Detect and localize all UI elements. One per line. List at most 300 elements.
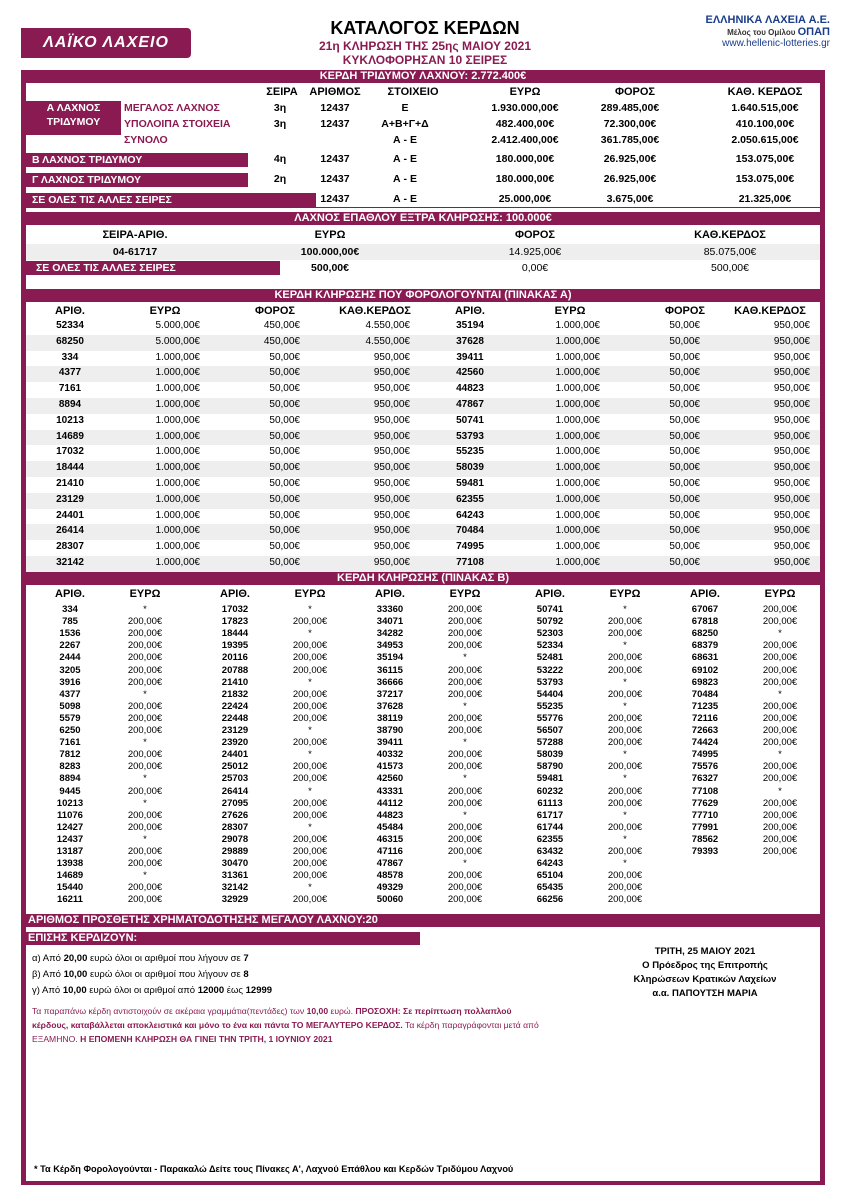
pinakas-b-number: 58039 xyxy=(536,749,564,761)
pinakas-b-number: 52334 xyxy=(536,640,564,652)
pinakas-b-amount: * xyxy=(623,858,627,870)
member-text: Μέλος του Ομίλου xyxy=(727,28,796,37)
tridymou-kerdos: 153.075,00€ xyxy=(735,173,795,185)
pinakas-a-cell: 950,00€ xyxy=(373,351,410,363)
pinakas-b-number: 64243 xyxy=(536,858,564,870)
pinakas-b-amount: 200,00€ xyxy=(127,821,163,833)
pinakas-a-cell: 50,00€ xyxy=(669,557,700,568)
left-border xyxy=(21,70,26,1183)
pinakas-a-cell: 950,00€ xyxy=(373,367,410,379)
pinakas-b-number: 36666 xyxy=(376,676,404,688)
pinakas-b-amount: 200,00€ xyxy=(607,846,643,857)
pinakas-a-cell: 1.000,00€ xyxy=(155,383,200,395)
pinakas-b-number: 77991 xyxy=(691,821,719,833)
pinakas-b-number: 2444 xyxy=(59,652,81,664)
pinakas-a-cell: 1.000,00€ xyxy=(155,446,200,458)
pinakas-a-cell: 950,00€ xyxy=(773,446,810,458)
pinakas-b-amount: 200,00€ xyxy=(127,761,163,773)
pinakas-a-cell: 50,00€ xyxy=(669,383,700,395)
pinakas-b-amount: 200,00€ xyxy=(292,712,328,724)
pinakas-b-amount: 200,00€ xyxy=(762,700,798,712)
page-title xyxy=(250,18,600,67)
pinakas-b-amount: * xyxy=(143,737,147,749)
pinakas-a-cell: 74995 xyxy=(456,541,484,553)
pinakas-a-cell: 1.000,00€ xyxy=(555,320,600,331)
pinakas-a-cell: 62355 xyxy=(456,493,484,505)
pinakas-b-amount: 200,00€ xyxy=(292,616,328,628)
sign-date: ΤΡΙΤΗ, 25 ΜΑΙΟΥ 2021 xyxy=(654,946,756,957)
tridymou-euro: 25.000,00€ xyxy=(498,193,552,205)
pinakas-a-cell: 950,00€ xyxy=(373,462,410,474)
pinakas-b-number: 21410 xyxy=(221,676,249,688)
pinakas-b-amount: 200,00€ xyxy=(127,809,163,821)
pinakas-b-number: 65435 xyxy=(536,882,564,894)
pinakas-a-cell: 50741 xyxy=(456,414,484,426)
pinakas-b-number: 25012 xyxy=(221,761,249,773)
logo-text: ΛΑΪΚΟ ΛΑΧΕΙΟ xyxy=(43,34,169,51)
a-lachnos-label: Α ΛΑΧΝΟΣ xyxy=(46,102,101,114)
pinakas-b-number: 24401 xyxy=(221,749,249,761)
epathlou-header: ΣΕΙΡΑ-ΑΡΙΘ. xyxy=(102,229,168,241)
note-2-text: Τα κέρδη παραγράφονται μετά από xyxy=(402,1020,539,1030)
epathlou-others-euro: 500,00€ xyxy=(311,262,349,274)
pinakas-a-cell: 39411 xyxy=(456,351,484,363)
pinakas-b-amount: * xyxy=(623,833,627,845)
rule-a-pre: α) Από xyxy=(32,953,64,964)
pinakas-a-cell: 950,00€ xyxy=(773,478,810,489)
pinakas-b-number: 22424 xyxy=(221,700,249,712)
pinakas-b-number: 6250 xyxy=(59,725,81,736)
pinakas-b-euro-header: ΕΥΡΩ xyxy=(129,588,161,600)
pinakas-a-cell: 1.000,00€ xyxy=(555,383,600,395)
pinakas-b-amount: 200,00€ xyxy=(127,676,163,688)
pinakas-b-amount: 200,00€ xyxy=(762,833,798,845)
pinakas-a-cell: 50,00€ xyxy=(669,462,700,474)
pinakas-b-number: 76327 xyxy=(691,773,719,785)
pinakas-a-cell: 70484 xyxy=(456,525,484,537)
pinakas-b-amount: * xyxy=(143,688,147,700)
pinakas-b-number: 3916 xyxy=(59,676,81,688)
tridymou-bar: ΚΕΡΔΗ ΤΡΙΔΥΜΟΥ ΛΑΧΝΟΥ: 2.772.400€ xyxy=(26,70,820,83)
pinakas-a-cell: 50,00€ xyxy=(669,541,700,553)
pinakas-b-num-header: ΑΡΙΘ. xyxy=(535,588,565,600)
rule-b-end: 8 xyxy=(243,969,249,980)
pinakas-a-cell: 950,00€ xyxy=(773,367,810,379)
pinakas-b-amount: 200,00€ xyxy=(607,652,643,664)
tridymou-header: ΦΟΡΟΣ xyxy=(614,86,656,98)
pinakas-b-number: 31361 xyxy=(221,870,249,882)
pinakas-a-cell: 950,00€ xyxy=(373,541,410,553)
pinakas-b-amount: 200,00€ xyxy=(127,616,163,628)
pinakas-a-cell: 950,00€ xyxy=(773,383,810,395)
pinakas-b-amount: 200,00€ xyxy=(762,640,798,652)
pinakas-a-cell: 50,00€ xyxy=(669,493,700,505)
pinakas-b-amount: 200,00€ xyxy=(447,604,483,615)
rule-c-pre: γ) Από xyxy=(32,985,63,996)
pinakas-a-cell: 1.000,00€ xyxy=(155,462,200,474)
pinakas-b-amount: 200,00€ xyxy=(127,882,163,894)
tridymou-kerdos: 2.050.615,00€ xyxy=(731,134,799,146)
pinakas-a-cell: 50,00€ xyxy=(269,509,300,521)
tridymou-seira: 3η xyxy=(273,118,287,130)
member-of xyxy=(690,26,830,38)
pinakas-a-cell: 950,00€ xyxy=(773,541,810,553)
pinakas-b-number: 40332 xyxy=(376,749,404,761)
pinakas-a-cell: 50,00€ xyxy=(269,525,300,537)
pinakas-b-amount: 200,00€ xyxy=(762,712,798,724)
pinakas-a-cell: 77108 xyxy=(456,557,484,568)
pinakas-b-euro-header: ΕΥΡΩ xyxy=(609,588,641,600)
tridymou-euro: 1.930.000,00€ xyxy=(491,102,559,114)
a-lachnos-box xyxy=(26,101,121,135)
pinakas-a-cell: 950,00€ xyxy=(373,525,410,537)
tridymou-stoixeio: Ε xyxy=(401,102,409,114)
pinakas-b-number: 77629 xyxy=(691,797,719,809)
pinakas-b-number: 32142 xyxy=(221,882,249,894)
pinakas-a-cell: 950,00€ xyxy=(373,446,410,458)
tridymou-label: ΤΡΙΔΥΜΟΥ xyxy=(46,116,101,128)
pinakas-a-cell: 5.000,00€ xyxy=(155,320,200,331)
epathlou-header: ΚΑΘ.ΚΕΡΔΟΣ xyxy=(694,229,766,241)
epathlou-header: ΦΟΡΟΣ xyxy=(514,229,556,241)
pinakas-b-number: 2267 xyxy=(59,640,81,652)
website-url: www.hellenic-lotteries.gr xyxy=(722,38,830,49)
pinakas-b-amount: * xyxy=(463,773,467,785)
pinakas-a-cell: 37628 xyxy=(456,335,484,347)
pinakas-b-number: 17032 xyxy=(221,604,249,615)
pinakas-a-header: ΚΑΘ.ΚΕΡΔΟΣ xyxy=(734,305,806,317)
pinakas-b-amount: 200,00€ xyxy=(607,725,643,736)
pinakas-b-amount: 200,00€ xyxy=(447,870,483,882)
tridymou-euro: 482.400,00€ xyxy=(495,118,555,130)
pinakas-a-cell: 50,00€ xyxy=(669,509,700,521)
pinakas-b-amount: 200,00€ xyxy=(762,846,798,857)
pinakas-b-number: 26414 xyxy=(221,785,249,797)
row-label-box: ΣΕ ΟΛΕΣ ΤΙΣ ΑΛΛΕΣ ΣΕΙΡΕΣ xyxy=(26,193,316,207)
epathlou-others-kerdos: 500,00€ xyxy=(711,262,749,274)
pinakas-b-amount: * xyxy=(308,676,312,688)
pinakas-b-amount: 200,00€ xyxy=(127,846,163,857)
pinakas-b-amount: * xyxy=(463,809,467,821)
pinakas-b-number: 53222 xyxy=(536,664,564,676)
pinakas-b-amount: 200,00€ xyxy=(447,725,483,736)
pinakas-b-amount: 200,00€ xyxy=(292,688,328,700)
pinakas-b-amount: 200,00€ xyxy=(127,785,163,797)
opap-brand: ΟΠΑΠ xyxy=(797,26,830,38)
funding-bar: ΑΡΙΘΜΟΣ ΠΡΟΣΘΕΤΗΣ ΧΡΗΜΑΤΟΔΟΤΗΣΗΣ ΜΕΓΑΛΟΥ ΛΑΧΝΟΥ:20 xyxy=(26,914,820,927)
right-border xyxy=(820,70,825,1183)
epathlou-foros: 14.925,00€ xyxy=(508,246,562,258)
tridymou-arithmos: 12437 xyxy=(320,193,350,205)
pinakas-b-number: 22448 xyxy=(221,712,249,724)
pinakas-b-amount: 200,00€ xyxy=(762,737,798,749)
pinakas-a-cell: 950,00€ xyxy=(773,509,810,521)
pinakas-b-number: 66256 xyxy=(536,894,564,906)
tridymou-foros: 289.485,00€ xyxy=(600,102,660,114)
pinakas-b-amount: 200,00€ xyxy=(607,616,643,628)
pinakas-a-cell: 50,00€ xyxy=(269,541,300,553)
pinakas-b-number: 56507 xyxy=(536,725,564,736)
tridymou-stoixeio: Α - Ε xyxy=(393,193,417,205)
pinakas-b-number: 36115 xyxy=(377,664,403,676)
pinakas-a-header: ΕΥΡΩ xyxy=(554,305,586,317)
tridymou-foros: 72.300,00€ xyxy=(603,118,657,130)
pinakas-b-number: 13187 xyxy=(56,846,84,857)
pinakas-a-cell: 1.000,00€ xyxy=(555,541,600,553)
pinakas-b-number: 77710 xyxy=(691,809,719,821)
note-2-warning: κέρδους, καταβάλλεται αποκλειστικά και μόνο το ένα και πάντα ΤΟ ΜΕΓΑΛΥΤΕΡΟ ΚΕΡΔΟΣ. xyxy=(32,1020,403,1030)
note-1-warning: ΠΡΟΣΟΧΗ: Σε περίπτωση πολλαπλού xyxy=(355,1006,512,1016)
pinakas-a-cell: 44823 xyxy=(456,383,484,395)
bottom-border xyxy=(21,1181,825,1185)
pinakas-b-number: 7812 xyxy=(59,749,81,761)
epathlou-others-label: ΣΕ ΟΛΕΣ ΤΙΣ ΑΛΛΕΣ ΣΕΙΡΕΣ xyxy=(26,261,280,275)
pinakas-b-number: 68379 xyxy=(691,640,719,652)
divider xyxy=(26,207,820,208)
pinakas-a-cell: 1.000,00€ xyxy=(555,493,600,505)
pinakas-b-amount: * xyxy=(623,773,627,785)
pinakas-b-amount: 200,00€ xyxy=(762,797,798,809)
pinakas-a-cell: 35194 xyxy=(456,320,484,331)
tridymou-foros: 3.675,00€ xyxy=(606,193,654,205)
pinakas-a-cell: 26414 xyxy=(56,525,84,537)
pinakas-b-amount: 200,00€ xyxy=(292,773,328,785)
rule-c-to: 12999 xyxy=(245,985,273,996)
pinakas-b-number: 32929 xyxy=(221,894,249,906)
pinakas-b-number: 12437 xyxy=(56,833,84,845)
pinakas-a-cell: 1.000,00€ xyxy=(555,462,600,474)
pinakas-b-number: 29078 xyxy=(221,833,249,845)
note-1-euro: ευρώ. xyxy=(328,1006,356,1016)
tridymou-header: ΑΡΙΘΜΟΣ xyxy=(309,86,361,98)
pinakas-a-cell: 50,00€ xyxy=(669,446,700,458)
pinakas-a-cell: 24401 xyxy=(56,509,84,521)
pinakas-b-bar: ΚΕΡΔΗ ΚΛΗΡΩΣΗΣ (ΠΙΝΑΚΑΣ Β) xyxy=(26,572,820,585)
pinakas-b-amount: 200,00€ xyxy=(447,616,483,628)
tridymou-kerdos: 21.325,00€ xyxy=(738,193,792,205)
pinakas-b-amount: 200,00€ xyxy=(607,761,643,773)
pinakas-b-number: 16211 xyxy=(57,894,83,906)
pinakas-a-cell: 1.000,00€ xyxy=(155,367,200,379)
tridymou-arithmos: 12437 xyxy=(320,173,350,185)
pinakas-b-amount: 200,00€ xyxy=(447,821,483,833)
pinakas-b-number: 21832 xyxy=(221,688,249,700)
pinakas-a-cell: 50,00€ xyxy=(269,367,300,379)
note-line-3 xyxy=(32,1034,333,1044)
pinakas-b-number: 37628 xyxy=(376,700,404,712)
pinakas-a-cell: 52334 xyxy=(56,320,84,331)
pinakas-a-cell: 50,00€ xyxy=(669,320,700,331)
pinakas-b-amount: * xyxy=(143,797,147,809)
rule-c-from: 12000 xyxy=(197,985,225,996)
pinakas-a-cell: 32142 xyxy=(56,557,84,568)
row-label: ΜΕΓΑΛΟΣ ΛΑΧΝΟΣ xyxy=(124,102,220,114)
pinakas-b-number: 28307 xyxy=(221,821,249,833)
laiko-lachio-logo xyxy=(21,28,191,58)
pinakas-a-cell: 4.550,00€ xyxy=(365,335,410,347)
pinakas-b-number: 58790 xyxy=(536,761,564,773)
rule-c-mid: ευρώ όλοι οι αριθμοί από xyxy=(86,985,198,996)
pinakas-a-cell: 950,00€ xyxy=(373,478,410,489)
pinakas-b-number: 20116 xyxy=(222,652,248,664)
pinakas-b-amount: 200,00€ xyxy=(447,688,483,700)
pinakas-a-cell: 950,00€ xyxy=(773,320,810,331)
sign-title-2: Κληρώσεων Κρατικών Λαχείων xyxy=(633,974,777,985)
pinakas-a-cell: 50,00€ xyxy=(669,478,700,489)
tridymou-header: ΚΑΘ. ΚΕΡΔΟΣ xyxy=(727,86,803,98)
pinakas-b-number: 10213 xyxy=(56,797,84,809)
row-label: ΣΥΝΟΛΟ xyxy=(124,134,168,146)
pinakas-b-amount: 200,00€ xyxy=(607,628,643,640)
tridymou-arithmos: 12437 xyxy=(320,102,350,114)
pinakas-b-amount: 200,00€ xyxy=(607,797,643,809)
pinakas-b-number: 48578 xyxy=(376,870,404,882)
pinakas-a-cell: 950,00€ xyxy=(773,430,810,442)
tridymou-seira: 4η xyxy=(273,153,287,165)
pinakas-b-number: 61744 xyxy=(536,821,564,833)
pinakas-b-number: 8894 xyxy=(59,773,81,785)
hellenic-lotteries-logo xyxy=(690,14,830,49)
rule-c-and: έως xyxy=(224,985,246,996)
pinakas-b-number: 74424 xyxy=(691,737,719,749)
pinakas-a-cell: 8894 xyxy=(58,399,82,410)
pinakas-a-cell: 1.000,00€ xyxy=(555,446,600,458)
pinakas-b-amount: * xyxy=(308,785,312,797)
pinakas-b-amount: * xyxy=(623,604,627,615)
pinakas-b-number: 54404 xyxy=(536,688,564,700)
pinakas-b-amount: * xyxy=(308,882,312,894)
series-count: ΚΥΚΛΟΦΟΡΗΣΑΝ 10 ΣΕΙΡΕΣ xyxy=(342,53,508,67)
pinakas-b-number: 8283 xyxy=(59,761,81,773)
tridymou-stoixeio: Α - Ε xyxy=(393,134,417,146)
row-label-box: Γ ΛΑΧΝΟΣ ΤΡΙΔΥΜΟΥ xyxy=(26,173,248,187)
pinakas-a-cell: 950,00€ xyxy=(373,557,410,568)
pinakas-a-cell: 950,00€ xyxy=(373,414,410,426)
pinakas-b-amount: 200,00€ xyxy=(447,664,483,676)
pinakas-b-number: 44112 xyxy=(377,797,403,809)
tridymou-seira: 2η xyxy=(273,173,287,185)
also-win-bar: ΕΠΙΣΗΣ ΚΕΡΔΙΖΟΥΝ: xyxy=(26,932,420,945)
pinakas-b-number: 45484 xyxy=(376,821,404,833)
pinakas-b-amount: * xyxy=(308,725,312,736)
pinakas-b-num-header: ΑΡΙΘ. xyxy=(55,588,85,600)
pinakas-b-number: 38119 xyxy=(377,712,403,724)
pinakas-b-amount: 200,00€ xyxy=(607,737,643,749)
pinakas-b-number: 3205 xyxy=(59,664,81,676)
pinakas-b-amount: 200,00€ xyxy=(127,749,163,761)
pinakas-b-number: 15440 xyxy=(56,882,84,894)
rule-c-amount: 10,00 xyxy=(62,985,87,996)
pinakas-b-number: 52481 xyxy=(536,652,564,664)
pinakas-a-cell: 55235 xyxy=(456,446,484,458)
note-line-1 xyxy=(32,1006,512,1016)
pinakas-a-cell: 950,00€ xyxy=(773,351,810,363)
pinakas-b-number: 23129 xyxy=(221,725,249,736)
pinakas-b-number: 65104 xyxy=(536,870,564,882)
pinakas-b-number: 72116 xyxy=(692,712,718,724)
pinakas-b-number: 55235 xyxy=(536,700,564,712)
tridymou-header: ΣΕΙΡΑ xyxy=(266,86,298,98)
pinakas-b-amount: 200,00€ xyxy=(447,749,483,761)
tridymou-euro: 2.412.400,00€ xyxy=(491,134,559,146)
pinakas-b-amount: 200,00€ xyxy=(607,664,643,676)
bottom-note: * Τα Κέρδη Φορολογούνται - Παρακαλώ Δείτε τους Πίνακες Α', Λαχνού Επάθλου και Κερδών Τριδύμου Λαχνού xyxy=(34,1164,514,1174)
pinakas-b-number: 50060 xyxy=(376,894,404,906)
note-1-text: Τα παραπάνω κέρδη αντιστοιχούν σε ακέραια γραμμάτια(πεντάδες) των xyxy=(32,1006,307,1016)
pinakas-b-amount: * xyxy=(308,749,312,761)
pinakas-a-cell: 1.000,00€ xyxy=(155,525,200,537)
pinakas-a-cell: 21410 xyxy=(56,478,84,489)
pinakas-b-amount: 200,00€ xyxy=(762,821,798,833)
pinakas-b-amount: 200,00€ xyxy=(762,676,798,688)
pinakas-b-number: 34953 xyxy=(376,640,404,652)
pinakas-b-number: 79393 xyxy=(691,846,719,857)
pinakas-a-bar: ΚΕΡΔΗ ΚΛΗΡΩΣΗΣ ΠΟΥ ΦΟΡΟΛΟΓΟΥΝΤΑΙ (ΠΙΝΑΚΑΣ Α) xyxy=(26,289,820,302)
pinakas-a-cell: 42560 xyxy=(456,367,484,379)
pinakas-b-amount: * xyxy=(778,688,782,700)
pinakas-b-amount: 200,00€ xyxy=(292,737,328,749)
tridymou-header: ΕΥΡΩ xyxy=(509,86,541,98)
tridymou-kerdos: 153.075,00€ xyxy=(735,153,795,165)
pinakas-a-cell: 23129 xyxy=(56,493,84,505)
pinakas-b-number: 5579 xyxy=(59,712,81,724)
pinakas-b-number: 38790 xyxy=(376,725,404,736)
pinakas-b-amount: 200,00€ xyxy=(292,664,328,676)
pinakas-b-number: 50741 xyxy=(536,604,564,615)
pinakas-b-amount: * xyxy=(463,700,467,712)
pinakas-b-amount: 200,00€ xyxy=(447,676,483,688)
pinakas-b-number: 43331 xyxy=(376,785,404,797)
pinakas-b-amount: 200,00€ xyxy=(127,725,163,736)
pinakas-a-cell: 1.000,00€ xyxy=(155,399,200,410)
pinakas-b-number: 35194 xyxy=(376,652,404,664)
pinakas-b-amount: * xyxy=(143,604,147,615)
rule-a xyxy=(32,953,249,964)
pinakas-b-number: 59481 xyxy=(536,773,564,785)
pinakas-b-number: 72663 xyxy=(691,725,719,736)
pinakas-b-amount: 200,00€ xyxy=(292,640,328,652)
tridymou-euro: 180.000,00€ xyxy=(495,153,555,165)
pinakas-b-amount: 200,00€ xyxy=(447,833,483,845)
pinakas-a-cell: 950,00€ xyxy=(373,383,410,395)
pinakas-a-cell: 1.000,00€ xyxy=(155,414,200,426)
pinakas-a-cell: 58039 xyxy=(456,462,484,474)
pinakas-b-amount: * xyxy=(623,809,627,821)
pinakas-b-number: 42560 xyxy=(376,773,404,785)
pinakas-a-cell: 50,00€ xyxy=(269,462,300,474)
pinakas-a-cell: 1.000,00€ xyxy=(155,493,200,505)
pinakas-b-number: 57288 xyxy=(536,737,564,749)
pinakas-b-number: 47867 xyxy=(376,858,404,870)
pinakas-a-cell: 50,00€ xyxy=(669,430,700,442)
pinakas-a-cell: 950,00€ xyxy=(373,399,410,410)
pinakas-b-number: 60232 xyxy=(536,785,564,797)
pinakas-b-number: 63432 xyxy=(536,846,564,857)
pinakas-a-cell: 1.000,00€ xyxy=(555,335,600,347)
pinakas-a-cell: 950,00€ xyxy=(773,557,810,568)
tridymou-stoixeio: Α - Ε xyxy=(393,173,417,185)
pinakas-b-number: 334 xyxy=(62,604,78,615)
pinakas-b-number: 46315 xyxy=(376,833,404,845)
tridymou-arithmos: 12437 xyxy=(320,118,350,130)
pinakas-b-amount: * xyxy=(308,628,312,640)
pinakas-b-amount: * xyxy=(463,858,467,870)
pinakas-a-cell: 50,00€ xyxy=(269,430,300,442)
pinakas-a-cell: 7161 xyxy=(58,383,82,395)
pinakas-a-header: ΑΡΙΘ. xyxy=(455,305,485,317)
epathlou-kerdos: 85.075,00€ xyxy=(703,246,757,258)
pinakas-b-number: 20788 xyxy=(221,664,249,676)
